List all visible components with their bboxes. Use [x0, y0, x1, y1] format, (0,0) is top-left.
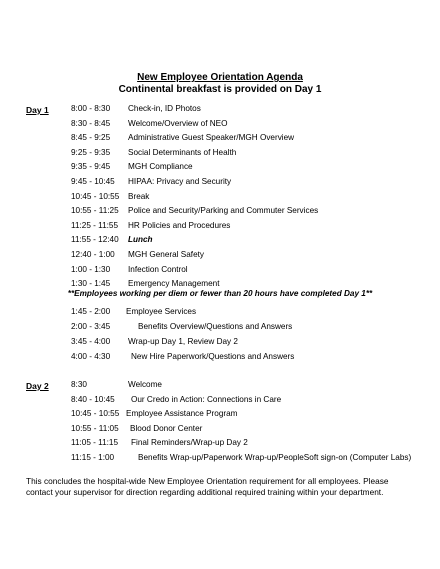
schedule-activity: Welcome	[128, 380, 162, 389]
schedule-time: 10:45 - 10:55	[71, 191, 120, 201]
schedule-activity: Benefits Wrap-up/Paperwork Wrap-up/PeopleSoft sign-on (Computer Labs)	[138, 453, 412, 462]
schedule-activity: Employee Services	[126, 307, 197, 316]
schedule-time: 10:55 - 11:25	[71, 206, 119, 216]
schedule-time: 9:25 - 9:35	[71, 147, 111, 157]
schedule-time: 4:00 - 4:30	[71, 352, 111, 361]
schedule-activity: Check-in, ID Photos	[128, 104, 201, 113]
schedule-time: 10:55 - 11:05	[71, 423, 119, 433]
schedule-activity: HR Policies and Procedures	[128, 220, 231, 230]
schedule-time: 11:15 - 1:00	[71, 453, 115, 462]
schedule-time: 10:45 - 10:55	[71, 409, 120, 419]
day1-label: Day 1	[26, 105, 49, 115]
schedule-activity: Lunch	[128, 235, 153, 245]
schedule-time: 11:25 - 11:55	[71, 220, 119, 230]
schedule-time: 8:30	[71, 380, 87, 389]
schedule-activity: MGH Compliance	[128, 162, 193, 172]
schedule-time: 8:00 - 8:30	[71, 104, 111, 113]
schedule-activity: Emergency Management	[128, 279, 220, 289]
schedule-time: 9:45 - 10:45	[71, 177, 115, 186]
schedule-activity: Our Credo in Action: Connections in Care	[131, 394, 282, 404]
schedule-time: 8:30 - 8:45	[71, 118, 111, 128]
schedule-activity: Welcome/Overview of NEO	[128, 118, 228, 128]
schedule-time: 11:55 - 12:40	[71, 235, 119, 245]
schedule-activity: Final Reminders/Wrap-up Day 2	[131, 438, 248, 448]
schedule-activity: Administrative Guest Speaker/MGH Overview	[128, 133, 295, 143]
schedule-time: 12:40 - 1:00	[71, 250, 115, 259]
schedule-activity: Employee Assistance Program	[126, 409, 238, 419]
schedule-activity: Police and Security/Parking and Commuter Services	[128, 206, 319, 216]
schedule-time: 8:45 - 9:25	[71, 133, 111, 143]
schedule-time: 8:40 - 10:45	[71, 394, 115, 404]
schedule-activity: Break	[128, 191, 150, 201]
schedule-activity: Blood Donor Center	[130, 423, 203, 433]
schedule-time: 9:35 - 9:45	[71, 162, 111, 172]
schedule-activity: Benefits Overview/Questions and Answers	[138, 322, 293, 331]
schedule-activity: HIPAA: Privacy and Security	[128, 177, 232, 186]
schedule-activity: New Hire Paperwork/Questions and Answers	[131, 352, 295, 361]
schedule-time: 1:45 - 2:00	[71, 307, 111, 316]
schedule-time: 3:45 - 4:00	[71, 337, 111, 346]
schedule-time: 11:05 - 11:15	[71, 438, 119, 448]
document-subtitle: Continental breakfast is provided on Day 1	[118, 84, 322, 95]
closing-paragraph: This concludes the hospital-wide New Employee Orientation requirement for all employees. Please contact your supervisor for direction regarding additional required training within your department.	[26, 476, 389, 497]
document-title: New Employee Orientation Agenda	[137, 72, 303, 83]
schedule-activity: Infection Control	[128, 264, 188, 274]
per-diem-note: **Employees working per diem or fewer than 20 hours have completed Day 1**	[67, 289, 373, 298]
schedule-activity: Wrap-up Day 1, Review Day 2	[128, 337, 238, 346]
schedule-time: 2:00 - 3:45	[71, 322, 111, 331]
day2-label: Day 2	[26, 381, 49, 391]
schedule-activity: Social Determinants of Health	[128, 147, 237, 157]
schedule-activity: MGH General Safety	[128, 250, 204, 259]
schedule-time: 1:30 - 1:45	[71, 279, 111, 289]
schedule-time: 1:00 - 1:30	[71, 264, 111, 274]
